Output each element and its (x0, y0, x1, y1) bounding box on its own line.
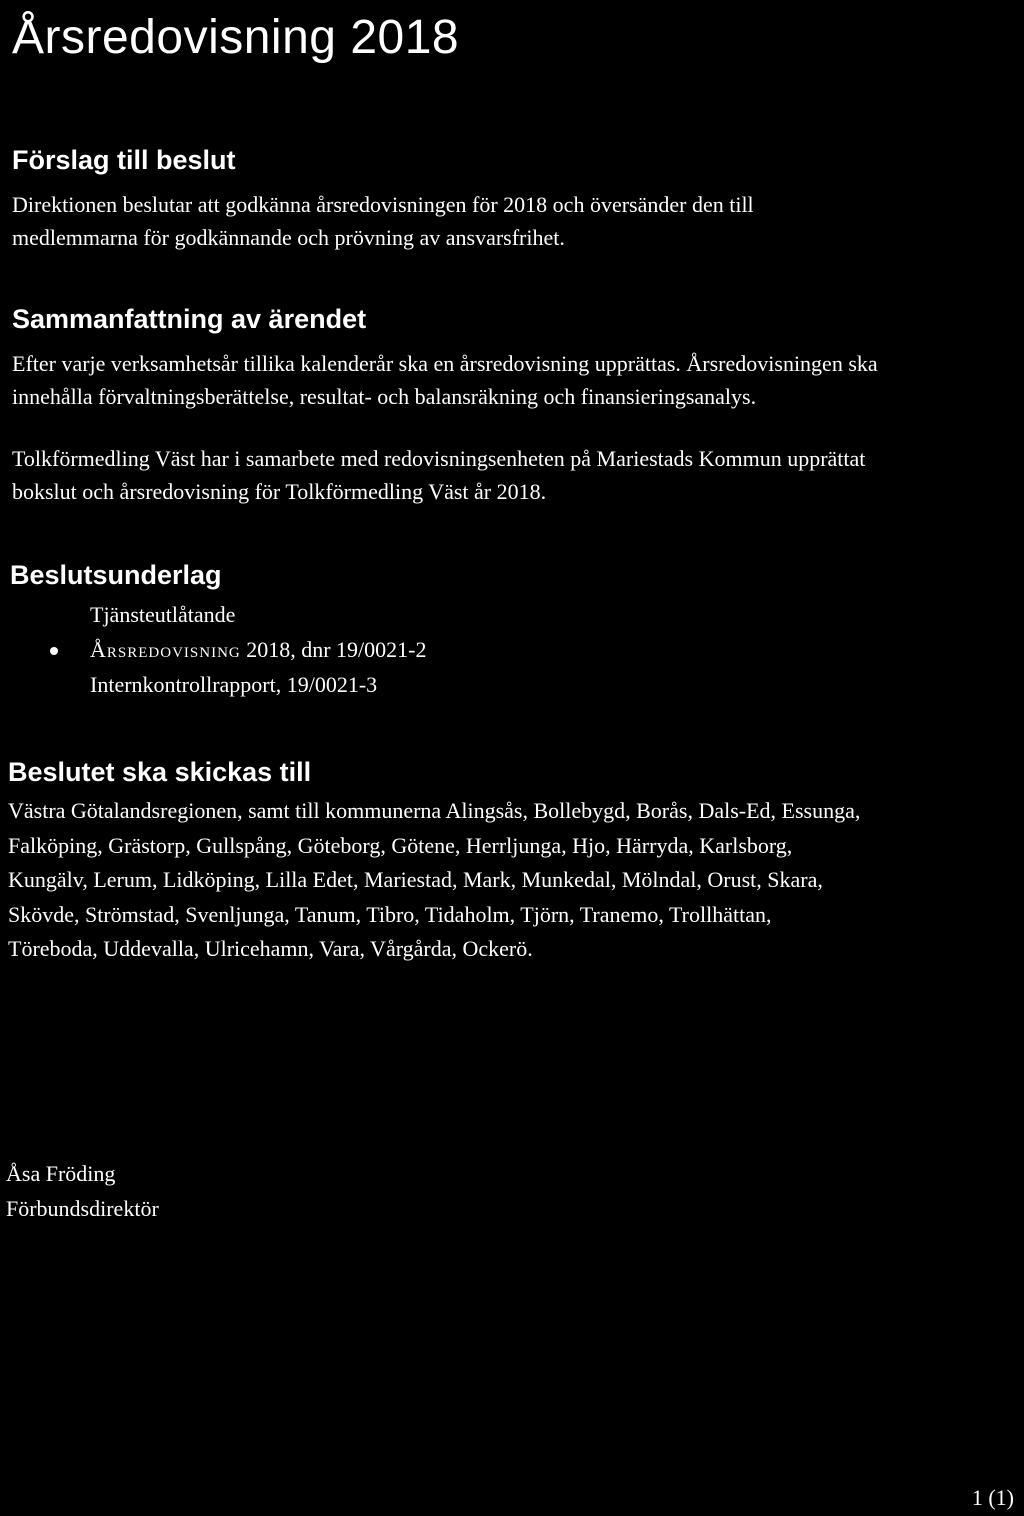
basis-item (90, 597, 427, 632)
summary-line: innehålla förvaltningsberättelse, resultat- och balansräkning och finansieringsanalys. (12, 384, 757, 409)
recipients-line: Kungälv, Lerum, Lidköping, Lilla Edet, Mariestad, Mark, Munkedal, Mölndal, Orust, Skara, (8, 867, 823, 892)
basis-heading: Beslutsunderlag (10, 560, 222, 590)
summary-line: bokslut och årsredovisning för Tolkförmedling Väst år 2018. (12, 479, 547, 504)
basis-item-ref: 2018, dnr 19/0021-2 (240, 637, 427, 662)
basis-item-text: Tjänsteutlåtande (90, 602, 236, 627)
summary-line: Efter varje verksamhetsår tillika kalenderår ska en årsredovisning upprättas. Årsredovisningen ska (12, 351, 878, 376)
basis-item-title: Årsredovisning (90, 637, 241, 662)
proposal-text (12, 188, 754, 254)
page-number: 1 (1) (971, 1485, 1014, 1510)
recipients-line: Skövde, Strömstad, Svenljunga, Tanum, Tibro, Tidaholm, Tjörn, Tranemo, Trollhättan, (8, 901, 772, 927)
signatory-name: Åsa Fröding (6, 1161, 116, 1186)
summary-line: Tolkförmedling Väst har i samarbete med redovisningsenheten på Mariestads Kommun upprättat (12, 446, 866, 471)
summary-heading: Sammanfattning av ärendet (12, 304, 367, 334)
recipients-text (8, 794, 860, 967)
proposal-line: medlemmarna för godkännande och prövning av ansvarsfrihet. (12, 225, 565, 250)
proposal-line: Direktionen beslutar att godkänna årsredovisningen för 2018 och översänder den till (12, 192, 754, 217)
basis-list (90, 597, 427, 702)
basis-item-text: Internkontrollrapport, 19/0021-3 (90, 672, 378, 697)
basis-item (90, 667, 427, 702)
signatory-role: Förbundsdirektör (6, 1196, 159, 1221)
basis-item (90, 632, 427, 667)
signature-block (6, 1156, 159, 1226)
summary-paragraph-1 (12, 347, 878, 413)
recipients-heading: Beslutet ska skickas till (8, 757, 312, 787)
recipients-line: Västra Götalandsregionen, samt till kommunerna Alingsås, Bollebygd, Borås, Dals-Ed, Essunga, (8, 798, 861, 823)
document-title: Årsredovisning 2018 (12, 11, 460, 64)
recipients-line: Falköping, Grästorp, Gullspång, Göteborg, Götene, Herrljunga, Hjo, Härryda, Karlsborg, (8, 832, 793, 858)
summary-paragraph-2 (12, 442, 865, 508)
bullet-icon (50, 647, 58, 655)
recipients-line: Töreboda, Uddevalla, Ulricehamn, Vara, Vårgårda, Ockerö. (8, 936, 533, 961)
proposal-heading: Förslag till beslut (12, 145, 236, 175)
